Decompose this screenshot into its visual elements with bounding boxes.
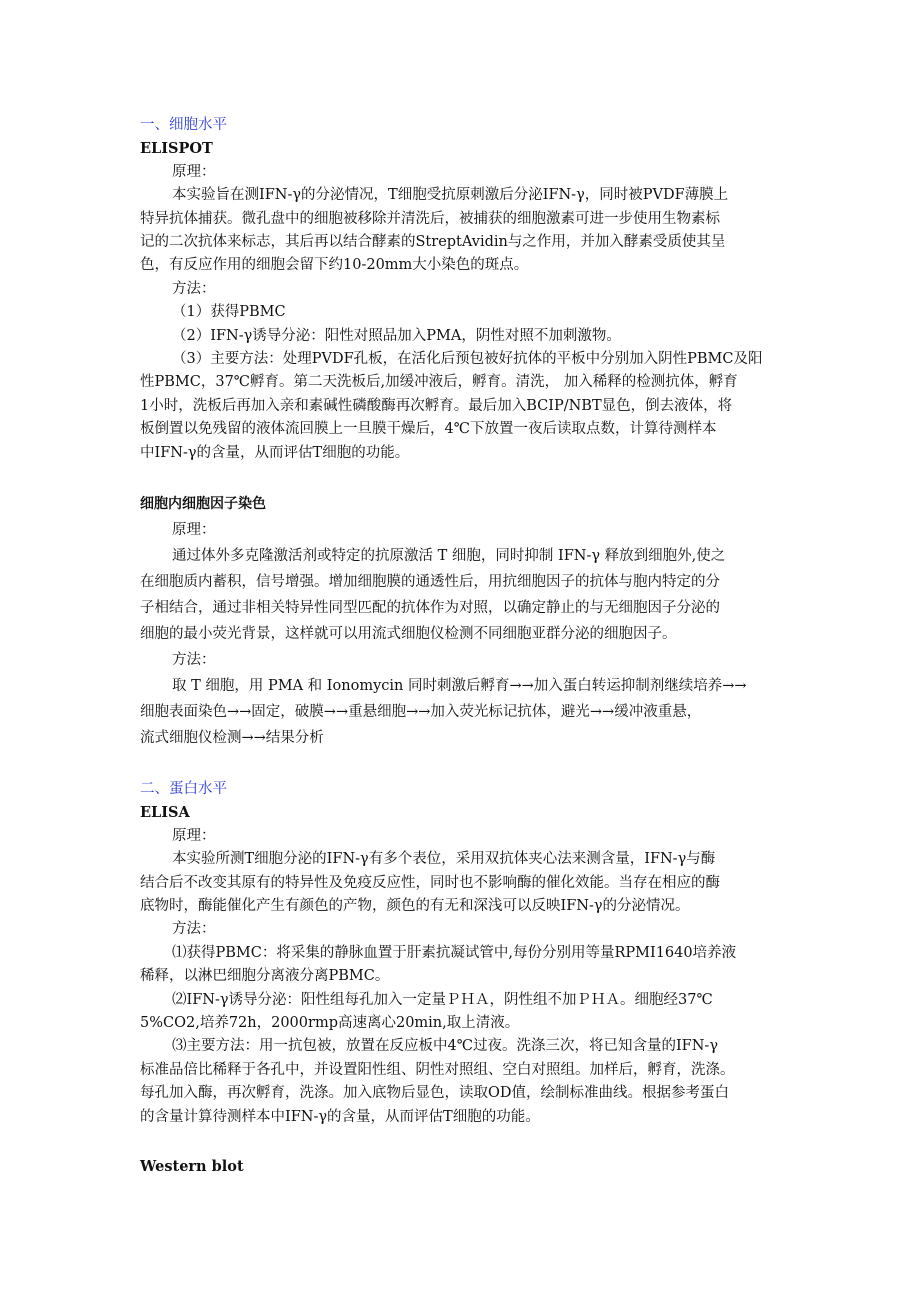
elispot-step-3-line: 板倒置以免残留的液体流回膜上一旦膜干燥后，4℃下放置一夜后读取点数，计算待测样本: [140, 421, 717, 438]
method-label: 方法：: [172, 921, 216, 938]
heading-elisa: ELISA: [140, 804, 190, 822]
elispot-principle-line: 色，有反应作用的细胞会留下约10-20mm大小染色的斑点。: [140, 257, 529, 274]
spacer: [140, 1129, 790, 1155]
elispot-principle-line: 本实验旨在测IFN-γ的分泌情况，T细胞受抗原刺激后分泌IFN-γ，同时被PVDF薄膜上: [172, 187, 729, 204]
document-page: [140, 114, 790, 1178]
section-title-cell-level: 一、细胞水平: [140, 117, 227, 133]
principle-label: 原理：: [172, 827, 216, 844]
elisa-step-1-line: 稀释，以淋巴细胞分离液分离PBMC。: [140, 968, 390, 985]
heading-western-blot: Western blot: [140, 1157, 244, 1175]
elisa-principle-line: 底物时，酶能催化产生有颜色的产物，颜色的有无和深浅可以反映IFN-γ的分泌情况。: [140, 897, 690, 914]
elisa-step-1-line: ⑴获得PBMC：将采集的静脉血置于肝素抗凝试管中,每份分别用等量RPMI1640培养液: [172, 944, 737, 961]
heading-elispot: ELISPOT: [140, 140, 213, 158]
ics-principle-line: 在细胞质内蓄积，信号增强。增加细胞膜的通透性后，用抗细胞因子的抗体与胞内特定的分: [140, 573, 720, 590]
ics-method-line: 取 T 细胞，用 PMA 和 Ionomycin 同时刺激后孵育→→加入蛋白转运抑制剂继续培养→→: [172, 677, 747, 694]
elispot-step-3-line: 1小时，洗板后再加入亲和素碱性磷酸酶再次孵育。最后加入BCIP/NBT显色，倒去液体，将: [140, 397, 733, 414]
elispot-step-1: （1）获得PBMC: [172, 304, 286, 321]
section-title-protein-level: 二、蛋白水平: [140, 780, 227, 797]
elispot-step-3-line: 性PBMC，37℃孵育。第二天洗板后,加缓冲液后，孵育。清洗， 加入稀释的检测抗体，孵育: [140, 374, 738, 391]
elisa-step-3-line: ⑶主要方法：用一抗包被，放置在反应板中4℃过夜。洗涤三次，将已知含量的IFN-γ: [172, 1038, 718, 1055]
elisa-step-2-line: 5%CO2,培养72h，2000rmp高速离心20min,取上清液。: [140, 1014, 520, 1031]
elisa-step-2-line: ⑵IFN-γ诱导分泌：阳性组每孔加入一定量ＰＨＡ，阴性组不加ＰＨＡ。细胞经37℃: [172, 991, 713, 1008]
elispot-principle-line: 记的二次抗体来标志，其后再以结合酵素的StreptAvidin与之作用，并加入酵素受质使其呈: [140, 234, 726, 251]
method-label: 方法：: [172, 280, 216, 297]
elisa-step-3-line: 的含量计算待测样本中IFN-γ的含量，从而评估T细胞的功能。: [140, 1108, 540, 1125]
principle-label: 原理：: [172, 521, 216, 538]
elisa-principle-line: 本实验所测T细胞分泌的IFN-γ有多个表位，采用双抗体夹心法来测含量，IFN-γ与酶: [172, 851, 716, 868]
spacer: [140, 465, 790, 488]
heading-intracellular-cytokine-staining: 细胞内细胞因子染色: [140, 496, 266, 513]
ics-method-line: 流式细胞仪检测→→结果分析: [140, 729, 324, 746]
principle-label: 原理：: [172, 163, 216, 180]
elispot-step-3-line: 中IFN-γ的含量，从而评估T细胞的功能。: [140, 444, 410, 461]
elisa-principle-line: 结合后不改变其原有的特异性及免疫反应性，同时也不影响酶的催化效能。当存在相应的酶: [140, 874, 720, 891]
ics-principle-line: 通过体外多克隆激活剂或特定的抗原激活 T 细胞，同时抑制 IFN-γ 释放到细胞外,使之: [172, 547, 726, 564]
ics-method-line: 细胞表面染色→→固定，破膜→→重悬细胞→→加入荧光标记抗体，避光→→缓冲液重悬，: [140, 703, 702, 720]
ics-principle-line: 子相结合，通过非相关特异性同型匹配的抗体作为对照，以确定静止的与无细胞因子分泌的: [140, 599, 720, 616]
elispot-step-3-line: （3）主要方法：处理PVDF孔板，在活化后预包被好抗体的平板中分别加入阴性PBMC及阳: [172, 351, 763, 368]
spacer: [140, 751, 790, 778]
ics-principle-line: 细胞的最小荧光背景，这样就可以用流式细胞仪检测不同细胞亚群分泌的细胞因子。: [140, 625, 677, 642]
elisa-step-3-line: 标准品倍比稀释于各孔中，并设置阳性组、阴性对照组、空白对照组。加样后，孵育，洗涤。: [140, 1061, 735, 1078]
method-label: 方法：: [172, 651, 216, 668]
elispot-step-2: （2）IFN-γ诱导分泌：阳性对照品加入PMA，阴性对照不加刺激物。: [172, 327, 621, 344]
elisa-step-3-line: 每孔加入酶，再次孵育，洗涤。加入底物后显色，读取OD值，绘制标准曲线。根据参考蛋白: [140, 1085, 730, 1102]
elispot-principle-line: 特异抗体捕获。微孔盘中的细胞被移除并清洗后，被捕获的细胞激素可进一步使用生物素标: [140, 210, 720, 227]
